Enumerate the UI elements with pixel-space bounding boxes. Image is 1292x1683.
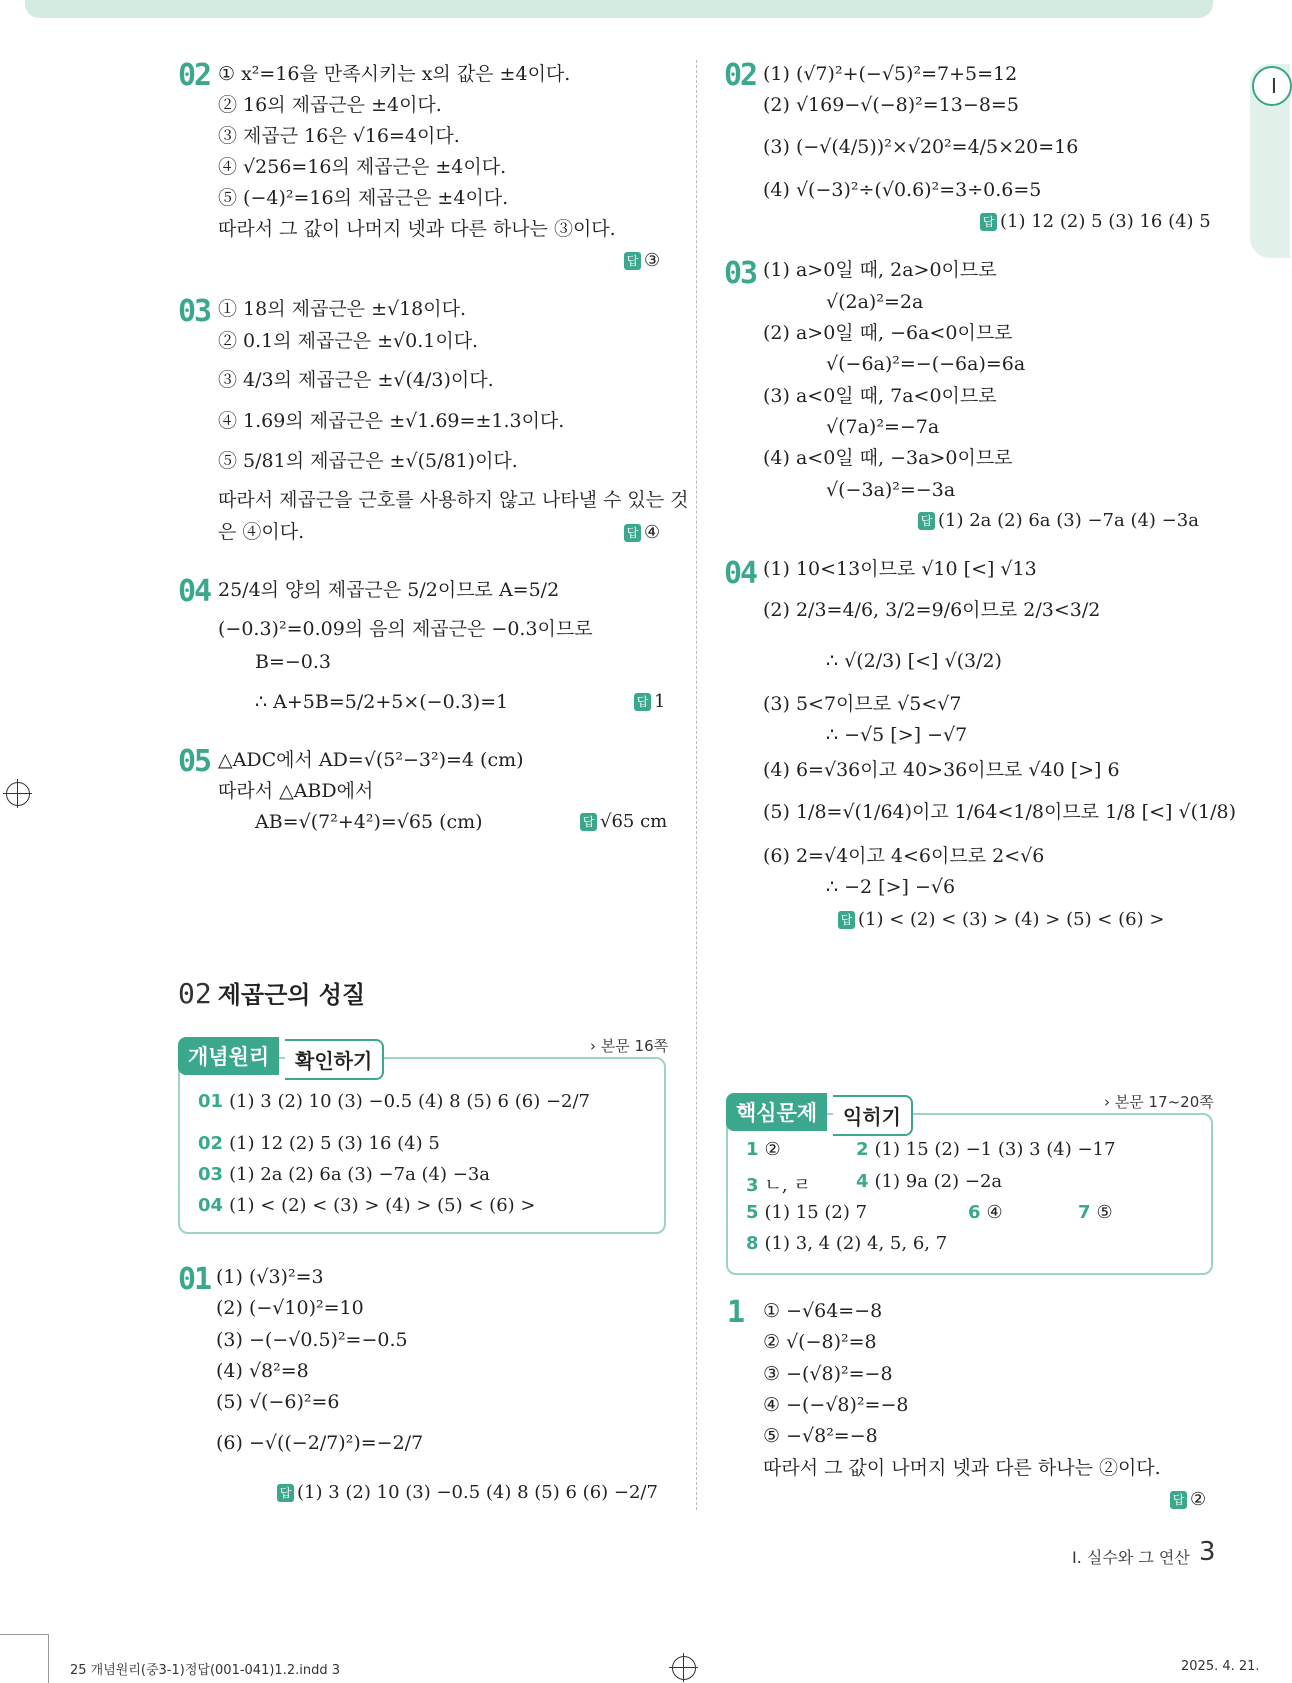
answer-value: ③ [644, 250, 661, 271]
row-number: 03 [198, 1164, 224, 1185]
problem-number: 02 [724, 58, 757, 93]
chapter-footer: I. 실수와 그 연산 [1072, 1548, 1190, 1567]
answer-value: (1) < (2) < (3) > (4) > (5) < (6) > [858, 909, 1165, 930]
answer-label: 답 [277, 1484, 294, 1502]
item-text: (1) 15 (2) 7 [764, 1202, 868, 1223]
print-crop-line [48, 1634, 49, 1683]
answer-value: ② [1190, 1489, 1207, 1510]
concept-row [198, 1091, 590, 1112]
answer-label: 답 [624, 524, 641, 542]
row-text: (1) 12 (2) 5 (3) 16 (4) 5 [229, 1133, 440, 1154]
answer [624, 249, 660, 273]
solution-line: ⑤ 5/81의 제곱근은 ±√(5/81)이다. [218, 450, 518, 472]
item-text: ⑤ [1096, 1202, 1113, 1223]
solution-line: (6) 2=√4이고 4<6이므로 2<√6 [763, 845, 1045, 867]
solution-line: (1) a>0일 때, 2a>0이므로 [763, 259, 997, 281]
solution-line: 따라서 제곱근을 근호를 사용하지 않고 나타낼 수 있는 것 [218, 489, 689, 511]
solution-line: ③ 4/3의 제곱근은 ±√(4/3)이다. [218, 369, 494, 391]
section-number: 02 [178, 977, 212, 1010]
item-number: 2 [856, 1139, 869, 1160]
answer [634, 690, 665, 714]
row-number: 01 [198, 1091, 224, 1112]
section-title-text: 제곱근의 성질 [217, 981, 366, 1009]
item-number: 1 [746, 1139, 759, 1160]
solution-line: (3) 5<7이므로 √5<√7 [763, 693, 962, 715]
core-item [856, 1171, 1002, 1192]
top-band [25, 0, 1213, 18]
solution-line: (4) √(−3)²÷(√0.6)²=3÷0.6=5 [763, 179, 1042, 201]
page-number: 3 [1199, 1537, 1216, 1567]
solution-line: ① 18의 제곱근은 ±√18이다. [218, 298, 467, 320]
item-text: (1) 9a (2) −2a [874, 1171, 1003, 1192]
answer-label: 답 [624, 252, 641, 270]
item-number: 4 [856, 1171, 869, 1192]
solution-line: △ADC에서 AD=√(5²−3²)=4 (cm) [218, 749, 524, 771]
problem-number: 05 [178, 744, 211, 779]
solution-line: (6) −√((−2/7)²)=−2/7 [216, 1432, 424, 1454]
problem-number: 1 [727, 1295, 744, 1330]
solution-line: √(−3a)²=−3a [826, 479, 956, 501]
solution-line: ⑤ (−4)²=16의 제곱근은 ±4이다. [218, 187, 509, 209]
chapter-side-tab [1250, 64, 1290, 258]
item-number: 8 [746, 1233, 759, 1254]
item-text: ② [764, 1139, 781, 1160]
row-number: 02 [198, 1133, 224, 1154]
registration-mark-icon [672, 1656, 696, 1680]
solution-line: (2) √169−√(−8)²=13−8=5 [763, 94, 1019, 116]
answer-label: 답 [980, 213, 997, 231]
section-title [178, 975, 365, 1010]
solution-line: ① x²=16을 만족시키는 x의 값은 ±4이다. [218, 63, 571, 85]
answer [277, 1481, 658, 1505]
core-tag: 핵심문제 [726, 1093, 827, 1131]
solution-line: (4) √8²=8 [216, 1360, 309, 1382]
answer [980, 210, 1211, 234]
print-crop-line [0, 1634, 48, 1635]
core-item [746, 1139, 781, 1160]
solution-line: AB=√(7²+4²)=√65 (cm) [255, 811, 483, 833]
row-text: (1) 3 (2) 10 (3) −0.5 (4) 8 (5) 6 (6) −2/7 [229, 1091, 591, 1112]
print-date: 2025. 4. 21. [1181, 1659, 1260, 1674]
solution-line: (5) √(−6)²=6 [216, 1391, 340, 1413]
solution-line: √(−6a)²=−(−6a)=6a [826, 353, 1026, 375]
chapter-tab-label: I [1271, 74, 1277, 98]
answer-label: 답 [838, 911, 855, 929]
check-tag: 확인하기 [285, 1039, 384, 1080]
solution-line: (2) a>0일 때, −6a<0이므로 [763, 322, 1013, 344]
solution-line: ∴ A+5B=5/2+5×(−0.3)=1 [255, 691, 509, 713]
solution-line: (3) a<0일 때, 7a<0이므로 [763, 385, 997, 407]
solution-line: 따라서 △ABD에서 [218, 780, 374, 802]
core-item [746, 1233, 947, 1254]
answer [624, 521, 660, 545]
item-number: 6 [968, 1202, 981, 1223]
row-number: 04 [198, 1195, 224, 1216]
answer-label: 답 [634, 693, 651, 711]
solution-line: 은 ④이다. [218, 521, 305, 543]
registration-mark-icon [6, 782, 30, 806]
solution-line: 따라서 그 값이 나머지 넷과 다른 하나는 ②이다. [763, 1457, 1161, 1479]
answer-label: 답 [918, 512, 935, 530]
concept-tag: 개념원리 [178, 1037, 279, 1075]
problem-number: 01 [178, 1262, 211, 1297]
answer-label: 답 [1170, 1491, 1187, 1509]
solution-line: (1) 10<13이므로 √10 [<] √13 [763, 558, 1037, 580]
column-divider [696, 60, 697, 1510]
concept-row [198, 1164, 490, 1185]
core-item [856, 1139, 1115, 1160]
solution-line: ④ 1.69의 제곱근은 ±√1.69=±1.3이다. [218, 410, 565, 432]
answer-label: 답 [580, 813, 597, 831]
answer-value: (1) 3 (2) 10 (3) −0.5 (4) 8 (5) 6 (6) −2/7 [297, 1482, 658, 1503]
problem-number: 03 [178, 294, 211, 329]
item-text: ㄴ, ㄹ [764, 1175, 811, 1196]
concept-row [198, 1133, 440, 1154]
page-reference-text: 본문 16쪽 [600, 1037, 669, 1055]
solution-line: B=−0.3 [255, 651, 332, 673]
solution-line: (1) (√7)²+(−√5)²=7+5=12 [763, 63, 1018, 85]
item-text: (1) 3, 4 (2) 4, 5, 6, 7 [764, 1233, 948, 1254]
core-item [746, 1171, 811, 1197]
answer [918, 509, 1199, 533]
problem-number: 03 [724, 256, 757, 291]
problem-number: 04 [724, 556, 757, 591]
concept-row [198, 1195, 535, 1216]
solution-line: ③ 제곱근 16은 √16=4이다. [218, 125, 460, 147]
solution-line: ∴ −2 [>] −√6 [826, 876, 956, 898]
practice-tag: 익히기 [833, 1095, 913, 1136]
answer-value: 1 [654, 691, 666, 712]
item-text: (1) 15 (2) −1 (3) 3 (4) −17 [874, 1139, 1116, 1160]
solution-line: (2) (−√10)²=10 [216, 1297, 364, 1319]
solution-line: (4) 6=√36이고 40>36이므로 √40 [>] 6 [763, 759, 1120, 781]
answer-value: (1) 2a (2) 6a (3) −7a (4) −3a [938, 510, 1199, 531]
answer [580, 810, 667, 834]
solution-line: 25/4의 양의 제곱근은 5/2이므로 A=5/2 [218, 579, 560, 601]
solution-line: (1) (√3)²=3 [216, 1266, 324, 1288]
row-text: (1) 2a (2) 6a (3) −7a (4) −3a [229, 1164, 491, 1185]
answer-value: (1) 12 (2) 5 (3) 16 (4) 5 [1000, 211, 1211, 232]
item-number: 5 [746, 1202, 759, 1223]
solution-line: √(7a)²=−7a [826, 416, 940, 438]
solution-line: (4) a<0일 때, −3a>0이므로 [763, 447, 1013, 469]
solution-line: (3) −(−√0.5)²=−0.5 [216, 1329, 408, 1351]
answer [1170, 1488, 1206, 1512]
page-reference: › 본문 16쪽 [590, 1037, 669, 1055]
core-item [746, 1202, 867, 1223]
problem-number: 04 [178, 574, 211, 609]
problem-number: 02 [178, 58, 211, 93]
core-item [968, 1202, 1003, 1223]
page-reference-text: 본문 17~20쪽 [1114, 1093, 1214, 1111]
solution-line: ∴ √(2/3) [<] √(3/2) [826, 650, 1002, 672]
row-text: (1) < (2) < (3) > (4) > (5) < (6) > [229, 1195, 536, 1216]
page-reference: › 본문 17~20쪽 [1104, 1093, 1214, 1111]
item-text: ④ [986, 1202, 1003, 1223]
core-item [1078, 1202, 1113, 1223]
answer [838, 908, 1164, 932]
solution-line: ② 16의 제곱근은 ±4이다. [218, 94, 442, 116]
solution-line: ④ −(−√8)²=−8 [763, 1394, 909, 1416]
answer-value: ④ [644, 522, 661, 543]
solution-line: ② 0.1의 제곱근은 ±√0.1이다. [218, 330, 479, 352]
solution-line: ④ √256=16의 제곱근은 ±4이다. [218, 156, 507, 178]
solution-line: √(2a)²=2a [826, 291, 924, 313]
solution-line: ① −√64=−8 [763, 1300, 883, 1322]
solution-line: ⑤ −√8²=−8 [763, 1425, 878, 1447]
solution-line: (5) 1/8=√(1/64)이고 1/64<1/8이므로 1/8 [<] √(1/8) [763, 801, 1236, 823]
item-number: 7 [1078, 1202, 1091, 1223]
solution-line: 따라서 그 값이 나머지 넷과 다른 하나는 ③이다. [218, 218, 616, 240]
print-file-name: 25 개념원리(중3-1)정답(001-041)1.2.indd 3 [70, 1663, 340, 1678]
solution-line: ∴ −√5 [>] −√7 [826, 724, 968, 746]
solution-line: ③ −(√8)²=−8 [763, 1363, 893, 1385]
solution-line: (−0.3)²=0.09의 음의 제곱근은 −0.3이므로 [218, 618, 593, 640]
solution-line: (3) (−√(4/5))²×√20²=4/5×20=16 [763, 136, 1079, 158]
solution-line: (2) 2/3=4/6, 3/2=9/6이므로 2/3<3/2 [763, 599, 1101, 621]
item-number: 3 [746, 1175, 759, 1196]
solution-line: ② √(−8)²=8 [763, 1331, 877, 1353]
answer-value: √65 cm [600, 811, 668, 832]
